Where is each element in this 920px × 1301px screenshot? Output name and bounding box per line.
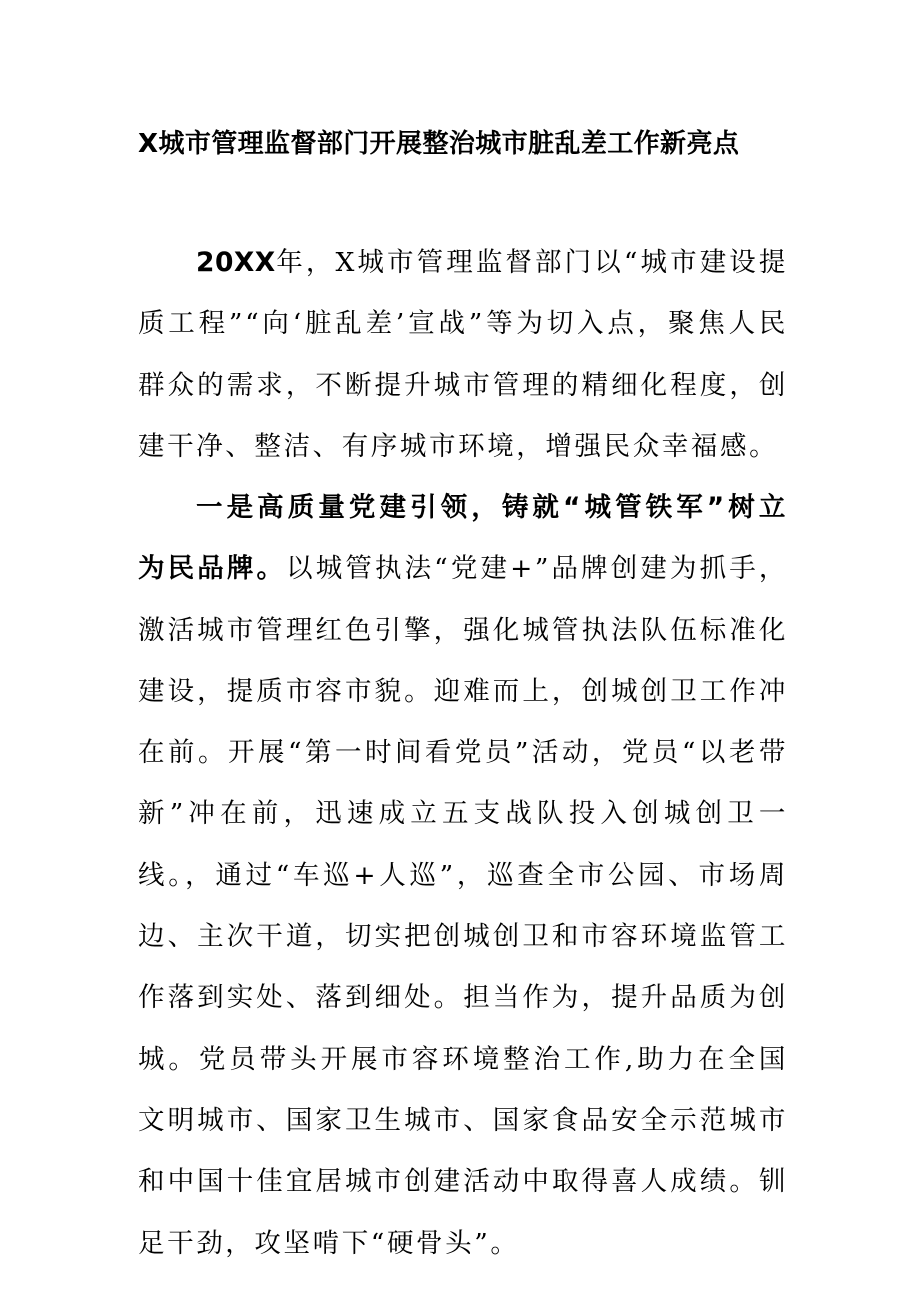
- paragraph-intro: [138, 232, 788, 477]
- paragraph-party-building-heading: 一是高质量党建引领，铸就“城管铁军”树立为民品牌。: [138, 492, 788, 585]
- document-title: X城市管理监督部门开展整治城市脏乱差工作新亮点: [138, 129, 740, 159]
- paragraph-party-building: [138, 477, 788, 1274]
- paragraph-intro-year: 20XX: [196, 247, 276, 278]
- paragraph-intro-text: 年，X城市管理监督部门以“城市建设提质工程”“向‘脏乱差’宣战”等为切入点，聚焦人民群众的需求，不断提升城市管理的精细化程度，创建干净、整洁、有序城市环境，增强民众幸福感。: [138, 247, 788, 462]
- paragraph-party-building-text: 以城管执法“党建+”品牌创建为抓手，激活城市管理红色引擎，强化城管执法队伍标准化建设，提质市容市貌。迎难而上，创城创卫工作冲在前。开展“第一时间看党员”活动，党员“以老带新”冲在前，迅速成立五支战队投入创城创卫一线。，通过“车巡+人巡”，巡查全市公园、市场周边、主次干道，切实把创城创卫和市容环境监管工作落到实处、落到细处。担当作为，提升品质为创城。党员带头开展市容环境整治工作,助力在全国文明城市、国家卫生城市、国家食品安全示范城市和中国十佳宜居城市创建活动中取得喜人成绩。钏足干劲，攻坚啃下“硬骨头”。: [138, 553, 788, 1259]
